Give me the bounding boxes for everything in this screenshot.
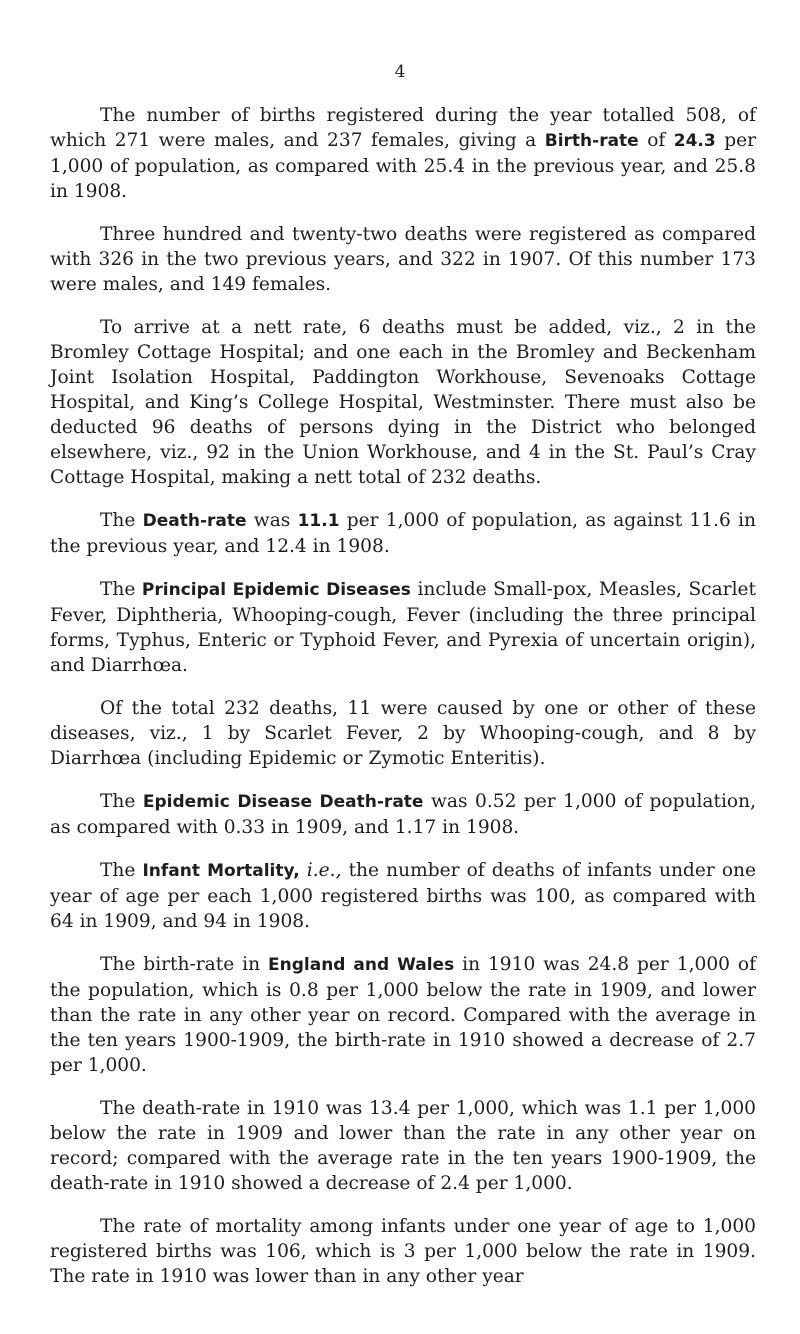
paragraph-principal-epidemic-diseases (50, 577, 756, 678)
paragraph-text: The (100, 510, 143, 531)
paragraph-deaths-registered: Three hundred and twenty-two deaths were registered as compared with 326 in the two previous years, and 322 in 1907. Of this number 173 were males, and 149 females. (50, 224, 756, 295)
paragraph-text: The (100, 860, 143, 881)
page-number: 4 (394, 62, 406, 82)
paragraph-text: in 1910 was 24.8 per 1,000 of the population, which is 0.8 per 1,000 below the rate in 1909, and lower than the rate in any other year on record. Compared with the average in the ten years 1900-1909, the birth-rate in 1910 showed a decrease of 2.7 per 1,000. (50, 954, 756, 1076)
body-text (50, 103, 756, 1307)
paragraph-death-rate (50, 508, 756, 559)
paragraph-epidemic-deaths: Of the total 232 deaths, 11 were caused by one or other of these diseases, viz., 1 by Scarlet Fever, 2 by Whooping-cough, and 8 by Diarrhœa (including Epidemic or Zymotic Enteritis). (50, 698, 756, 769)
paragraph-infant-mortality-england-wales: The rate of mortality among infants under one year of age to 1,000 registered births was 106, which is 3 per 1,000 below the rate in 1909. The rate in 1910 was lower than in any other year (50, 1216, 756, 1287)
highlight-principal-epidemic-diseases: Principal Epidemic Diseases (141, 580, 411, 600)
highlight-birth-rate: Birth-rate (544, 131, 639, 151)
paragraph-text (300, 860, 307, 881)
highlight-epidemic-disease-death-rate: Epidemic Disease Death-rate (142, 792, 424, 812)
highlight-birth-rate-value: 24.3 (673, 131, 716, 151)
paragraph-text: per 1,000 of population, as compared with 25.4 in the previous year, and 25.8 in 1908. (50, 130, 756, 202)
italic-ie: i.e., (306, 860, 342, 881)
paragraph-text: The (100, 579, 142, 600)
paragraph-infant-mortality (50, 858, 756, 934)
paragraph-england-wales-birth-rate (50, 952, 756, 1078)
paragraph-text: was (246, 510, 298, 531)
highlight-infant-mortality: Infant Mortality, (142, 861, 300, 881)
paragraph-epidemic-death-rate (50, 789, 756, 840)
paragraph-birth-rate (50, 103, 756, 204)
paragraph-nett-rate: To arrive at a nett rate, 6 deaths must be added, viz., 2 in the Bromley Cottage Hospital; and one each in the Bromley and Beckenham Joint Isolation Hospital, Paddington Workhouse, Sevenoaks Cottage Hospital, and King’s College Hospital, Westminster. There must also be deducted 96 deaths of persons dying in the District who belonged elsewhere, viz., 92 in the Union Workhouse, and 4 in the St. Paul’s Cray Cottage Hospital, making a nett total of 232 deaths. (50, 317, 756, 488)
paragraph-text: of (638, 130, 674, 151)
paragraph-text: the number of deaths of infants under one year of age per each 1,000 registered births was 100, as compared with 64 in 1909, and 94 in 1908. (50, 860, 756, 932)
paragraph-text: was 0.52 per 1,000 of population, as compared with 0.33 in 1909, and 1.17 in 1908. (50, 791, 756, 838)
paragraph-england-wales-death-rate: The death-rate in 1910 was 13.4 per 1,000, which was 1.1 per 1,000 below the rate in 1909 and lower than the rate in any other year on record; compared with the average rate in the ten years 1900-1909, the death-rate in 1910 showed a decrease of 2.4 per 1,000. (50, 1098, 756, 1194)
paragraph-text: The (100, 791, 143, 812)
paragraph-text: include Small-pox, Measles, Scarlet Fever, Diphtheria, Whooping-cough, Fever (including the three principal forms, Typhus, Enteric or Typhoid Fever, and Pyrexia of uncertain origin), and Diarrhœa. (50, 579, 756, 676)
highlight-england-and-wales: England and Wales (268, 955, 455, 975)
paragraph-text: per 1,000 of population, as against 11.6 in the previous year, and 12.4 in 1908. (50, 510, 756, 557)
paragraph-text: The number of births registered during the year totalled 508, of which 271 were males, and 237 females, giving a (50, 105, 756, 151)
paragraph-text: The birth-rate in (100, 954, 269, 975)
highlight-death-rate-value: 11.1 (297, 511, 340, 531)
highlight-death-rate: Death-rate (142, 511, 247, 531)
